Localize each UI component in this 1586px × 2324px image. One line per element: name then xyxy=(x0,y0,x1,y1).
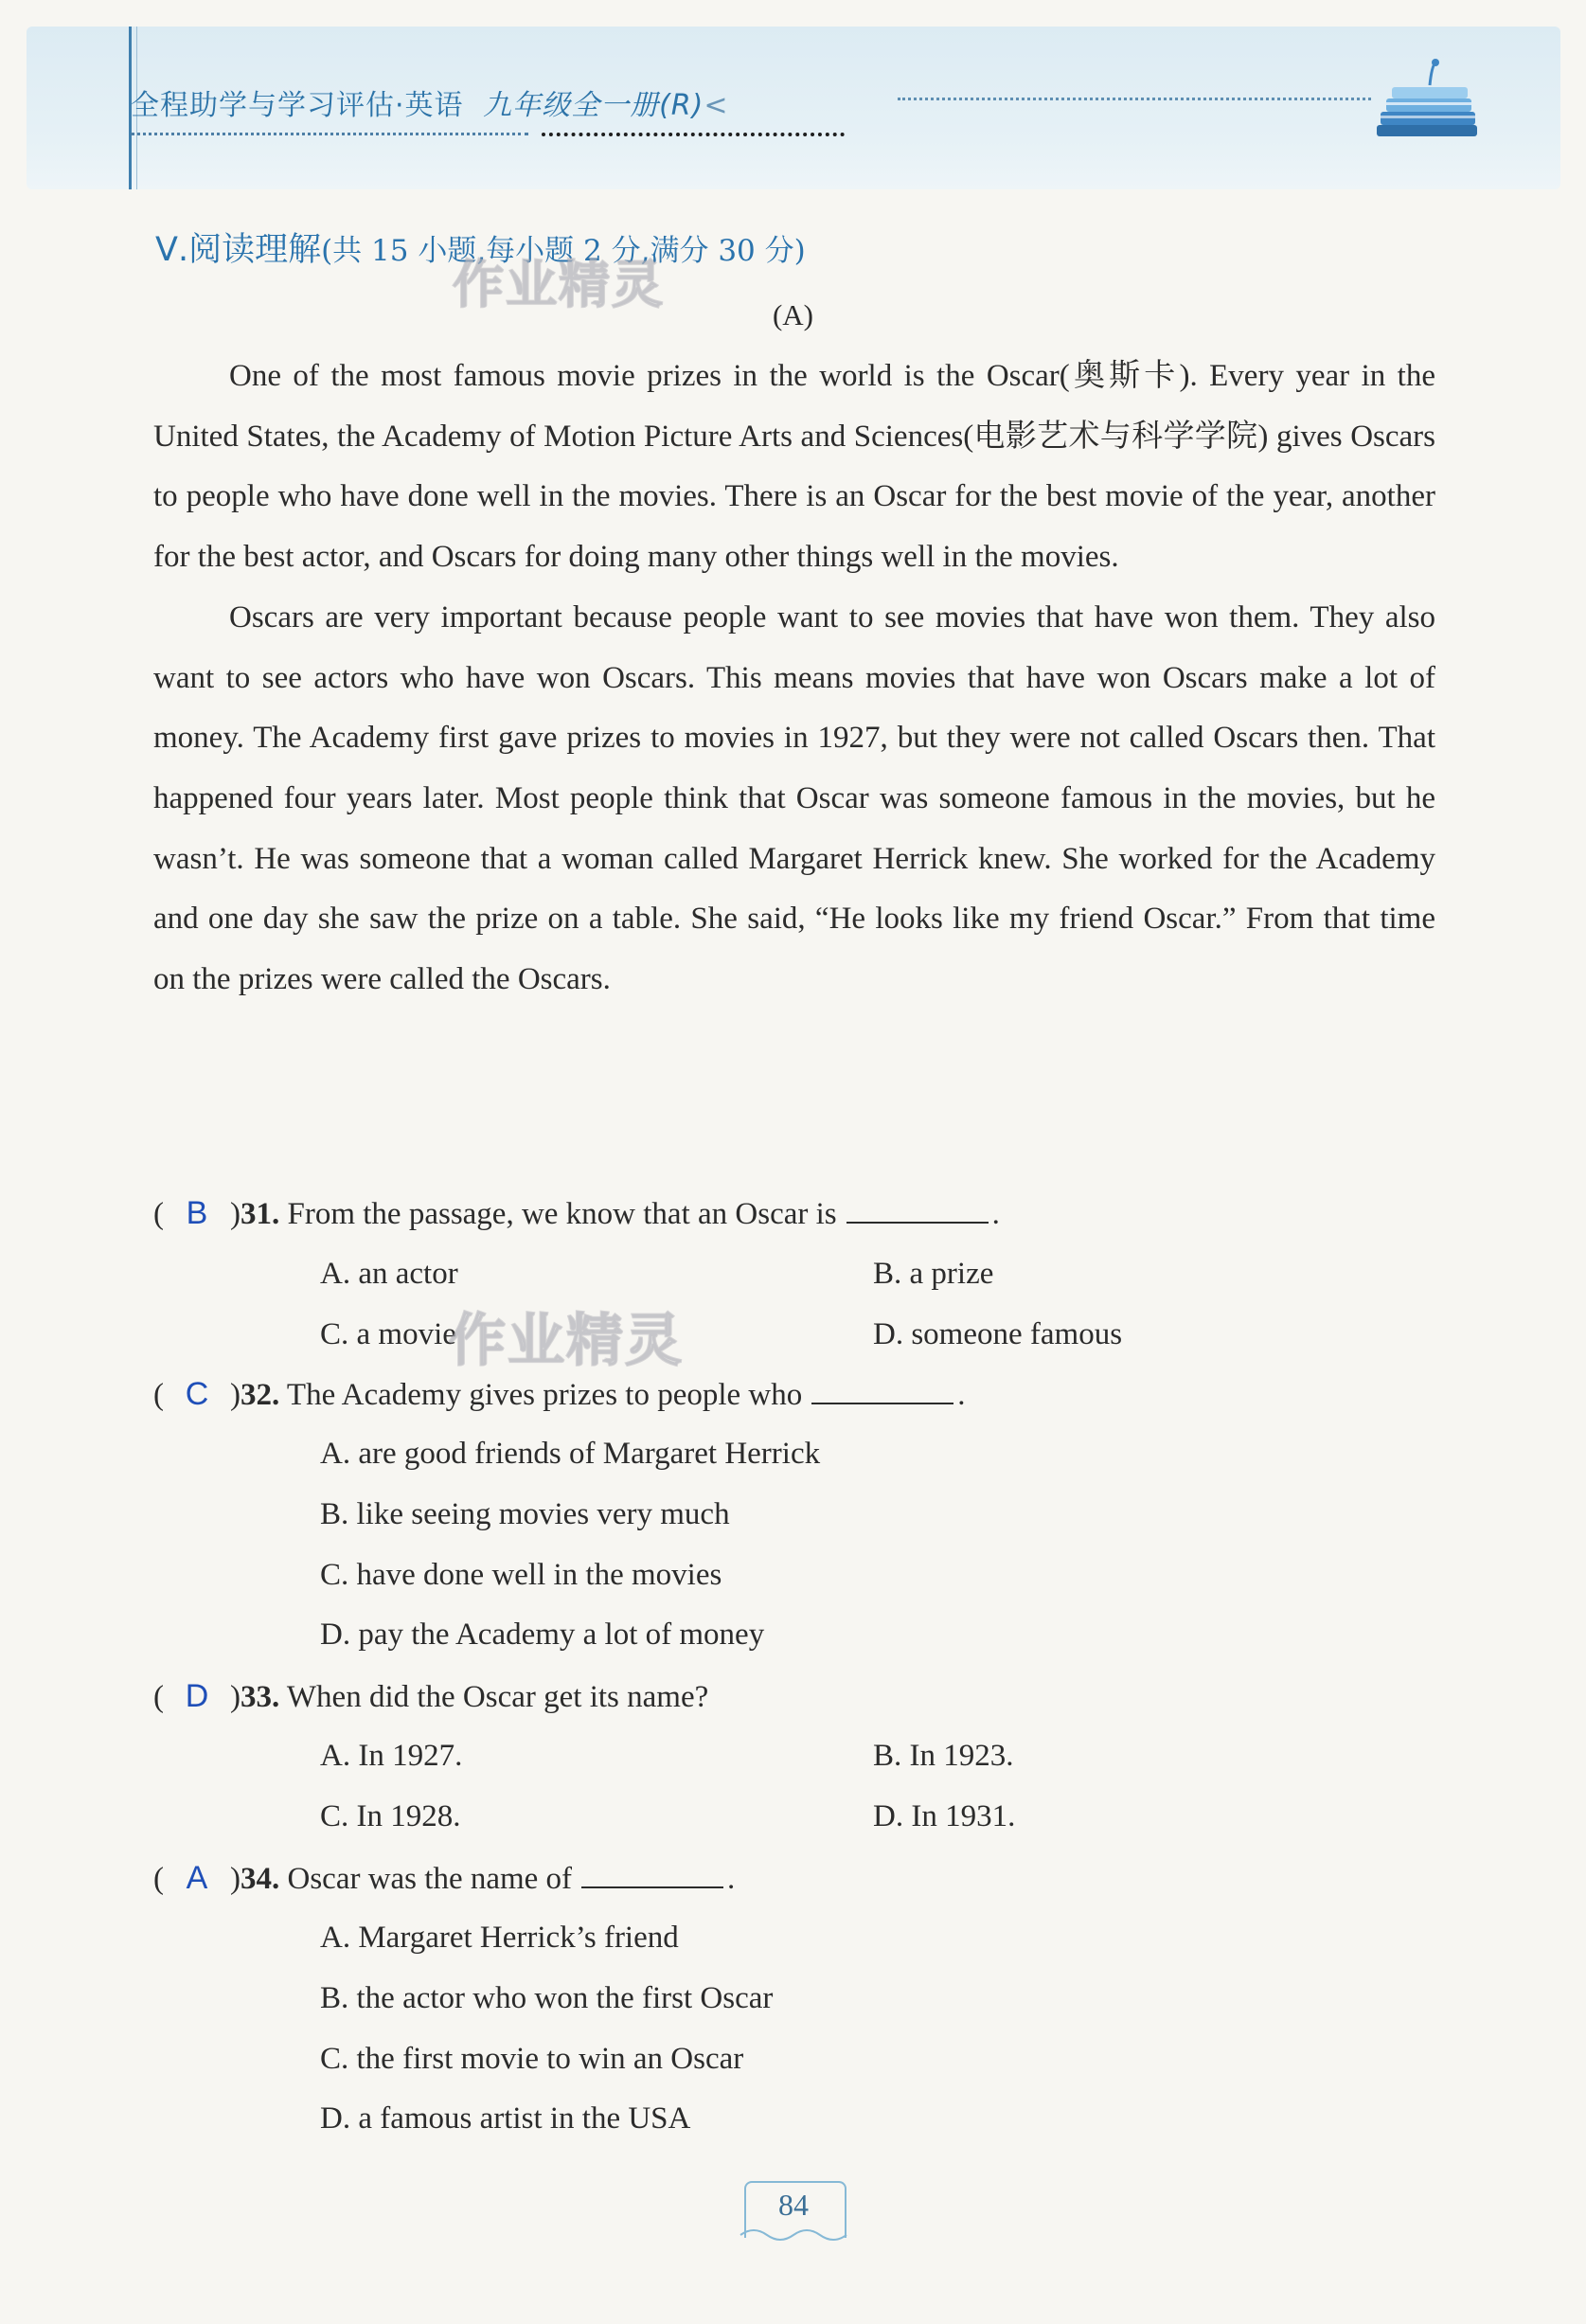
question-end: . xyxy=(727,1862,736,1896)
header-underline-dotted-blue xyxy=(131,133,528,135)
answer-paren-close: ) xyxy=(230,1378,241,1412)
question-number: 32. xyxy=(241,1378,280,1412)
answer-paren-close: ) xyxy=(230,1197,241,1231)
passage-label: (A) xyxy=(772,298,814,331)
answer-32: C xyxy=(185,1376,209,1412)
answer-blank xyxy=(581,1860,723,1888)
question-31 xyxy=(153,1195,1000,1232)
answer-paren-close: ) xyxy=(230,1862,241,1896)
option-31-a: A. an actor xyxy=(320,1257,458,1291)
passage-paragraph-2: Oscars are very important because people want to see movies that have won them. They also want to see actors who have won Oscars. This means movies that have won Oscars make a lot of money. The Academy first gave prizes to movies in 1927, but they were not called Oscars then. That happened four years later. Most people think that Oscar was someone famous in the movies, but he wasn’t. He was someone that a woman called Margaret Herrick knew. She worked for the Academy and one day she saw the prize on a table. She said, “He looks like my friend Oscar.” From that time on the prizes were called the Oscars. xyxy=(153,599,1435,997)
option-31-b: B. a prize xyxy=(873,1257,994,1291)
option-31-c: C. a movie xyxy=(320,1317,456,1351)
answer-paren-close: ) xyxy=(230,1680,241,1714)
option-33-d: D. In 1931. xyxy=(873,1799,1016,1833)
question-number: 31. xyxy=(241,1197,280,1231)
books-icon xyxy=(1373,57,1483,142)
page-number: 84 xyxy=(778,2188,809,2222)
answer-34: A xyxy=(186,1860,208,1896)
passage-body xyxy=(153,347,1435,1010)
page-number-wave xyxy=(739,2226,848,2244)
answer-31: B xyxy=(186,1195,208,1231)
header-underline-dotted-black xyxy=(542,133,845,136)
option-32-a: A. are good friends of Margaret Herrick xyxy=(320,1437,821,1471)
option-33-a: A. In 1927. xyxy=(320,1739,463,1773)
question-number: 33. xyxy=(241,1680,280,1714)
answer-paren-open: ( xyxy=(153,1862,164,1896)
question-34 xyxy=(153,1860,735,1897)
question-text: When did the Oscar get its name? xyxy=(286,1680,709,1714)
option-32-c: C. have done well in the movies xyxy=(320,1558,722,1592)
passage-paragraph-1: One of the most famous movie prizes in the world is the Oscar(奥斯卡). Every year in the United States, the Academy of Motion Picture Arts and Sciences(电影艺术与科学学院) gives Oscars to people who have done well in the movies. There is an Oscar for the best movie of the year, another for the best actor, and Oscars for doing many other things well in the movies. xyxy=(153,359,1435,575)
question-end: . xyxy=(957,1378,966,1412)
question-text: From the passage, we know that an Oscar is xyxy=(287,1197,837,1231)
question-text: Oscar was the name of xyxy=(287,1862,573,1896)
watermark-top: 作业精灵 xyxy=(453,255,665,314)
book-title: 全程助学与学习评估·英语 xyxy=(131,89,464,122)
answer-paren-open: ( xyxy=(153,1680,164,1714)
option-31-d: D. someone famous xyxy=(873,1317,1123,1351)
book-subtitle: 九年级全一册(R) xyxy=(483,89,704,122)
question-end: . xyxy=(991,1197,1000,1231)
header-title xyxy=(131,81,729,123)
header-dotted-line xyxy=(898,98,1371,100)
answer-33: D xyxy=(185,1678,209,1714)
section-heading: Ⅴ.阅读理解 xyxy=(155,231,322,269)
answer-blank xyxy=(846,1195,989,1224)
answer-paren-open: ( xyxy=(153,1197,164,1231)
option-33-b: B. In 1923. xyxy=(873,1739,1014,1773)
question-33 xyxy=(153,1678,708,1715)
question-32 xyxy=(153,1376,966,1413)
option-34-a: A. Margaret Herrick’s friend xyxy=(320,1921,679,1955)
answer-blank xyxy=(811,1376,953,1404)
section-subtitle: (共 15 小题,每小题 2 分,满分 30 分) xyxy=(321,234,806,268)
question-number: 34. xyxy=(241,1862,280,1896)
answer-paren-open: ( xyxy=(153,1378,164,1412)
option-33-c: C. In 1928. xyxy=(320,1799,461,1833)
option-32-d: D. pay the Academy a lot of money xyxy=(320,1618,765,1652)
option-34-b: B. the actor who won the first Oscar xyxy=(320,1981,774,2015)
option-34-c: C. the first movie to win an Oscar xyxy=(320,2042,744,2076)
question-text: The Academy gives prizes to people who xyxy=(286,1378,803,1412)
option-34-d: D. a famous artist in the USA xyxy=(320,2101,691,2136)
watermark-middle: 作业精灵 xyxy=(449,1308,684,1374)
option-32-b: B. like seeing movies very much xyxy=(320,1497,730,1531)
header-arrow: < xyxy=(704,89,729,122)
